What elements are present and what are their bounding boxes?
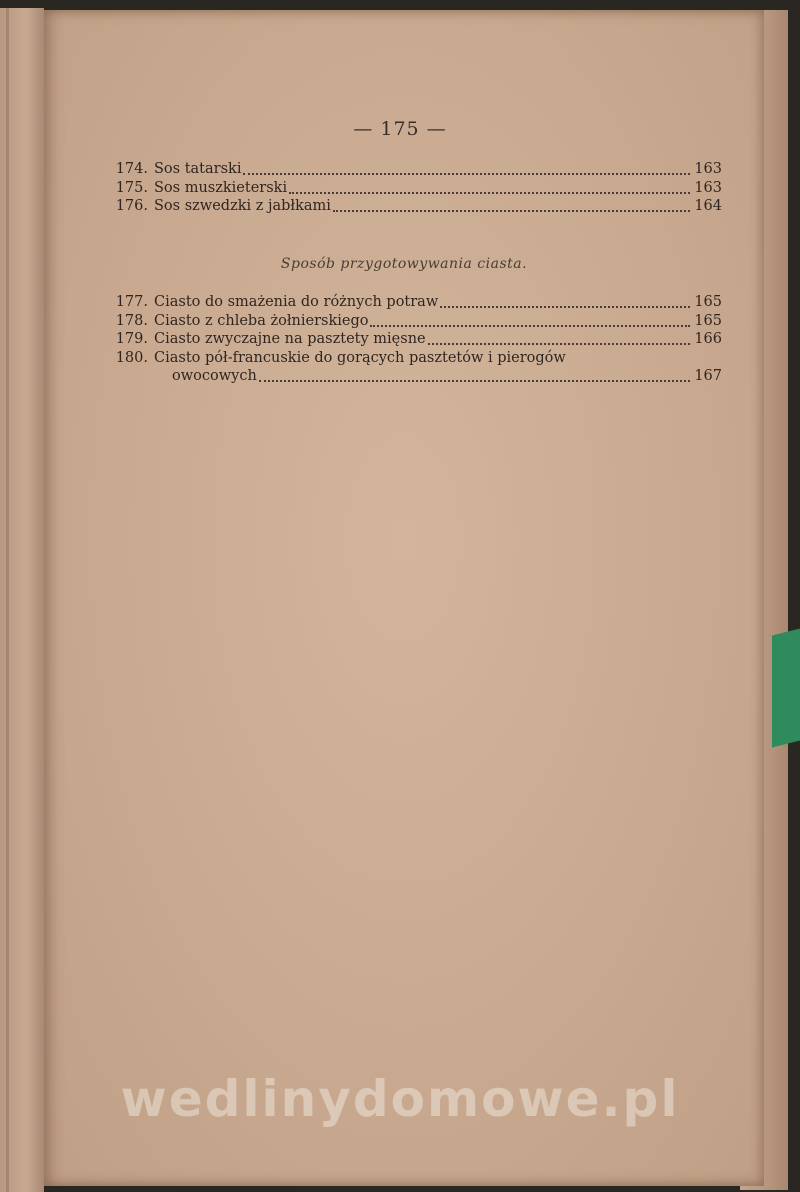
dot-leader (333, 200, 690, 212)
toc-entry (106, 197, 722, 216)
entry-number: 174. (115, 161, 148, 177)
dot-leader (289, 182, 690, 194)
toc-entry-continuation (106, 367, 722, 386)
entry-page: 165 (694, 312, 722, 329)
dot-leader (370, 315, 690, 327)
toc-entry (106, 312, 722, 331)
dot-leader (428, 333, 690, 345)
entry-number: 178. (115, 312, 148, 329)
entry-number: 176. (115, 198, 148, 214)
toc-list-sauces (106, 160, 722, 216)
entry-title: Sos szwedzki z jabłkami (154, 198, 331, 214)
entry-number: 175. (115, 179, 148, 196)
entry-title: Ciasto pół-francuskie do gorących pasztetów i pierogów (154, 349, 566, 366)
section-heading: Sposób przygotowywania ciasta. (280, 256, 528, 272)
entry-page: 163 (694, 179, 722, 196)
toc-entry (106, 293, 722, 312)
bookmark-ribbon (772, 629, 800, 748)
dot-leader (440, 296, 690, 308)
watermark: wedlinydomowe.pl (120, 1070, 680, 1128)
dot-leader (243, 163, 690, 175)
entry-title: Ciasto z chleba żołnierskiego (154, 312, 369, 329)
entry-title-continuation: owocowych (172, 368, 257, 384)
entry-page: 167 (694, 368, 722, 384)
entry-page: 166 (694, 331, 722, 347)
entry-title: Ciasto do smażenia do różnych potraw (154, 294, 439, 310)
toc-entry (106, 160, 722, 179)
toc-entry (106, 349, 722, 368)
toc-list-dough (106, 293, 722, 386)
entry-number: 179. (115, 331, 148, 347)
page-number: — 175 — (353, 118, 447, 140)
dot-leader (259, 370, 690, 382)
entry-number: 177. (115, 294, 148, 310)
entry-page: 164 (694, 198, 722, 214)
entry-title: Sos tatarski (154, 161, 242, 177)
book-page (44, 10, 764, 1186)
entry-page: 163 (694, 161, 722, 177)
entry-page: 165 (694, 294, 722, 310)
entry-number: 180. (115, 349, 148, 366)
toc-entry (106, 330, 722, 349)
toc-entry (106, 179, 722, 198)
entry-title: Sos muszkieterski (154, 179, 288, 196)
entry-title: Ciasto zwyczajne na pasztety mięsne (154, 331, 426, 347)
facing-page-edge (0, 8, 44, 1192)
